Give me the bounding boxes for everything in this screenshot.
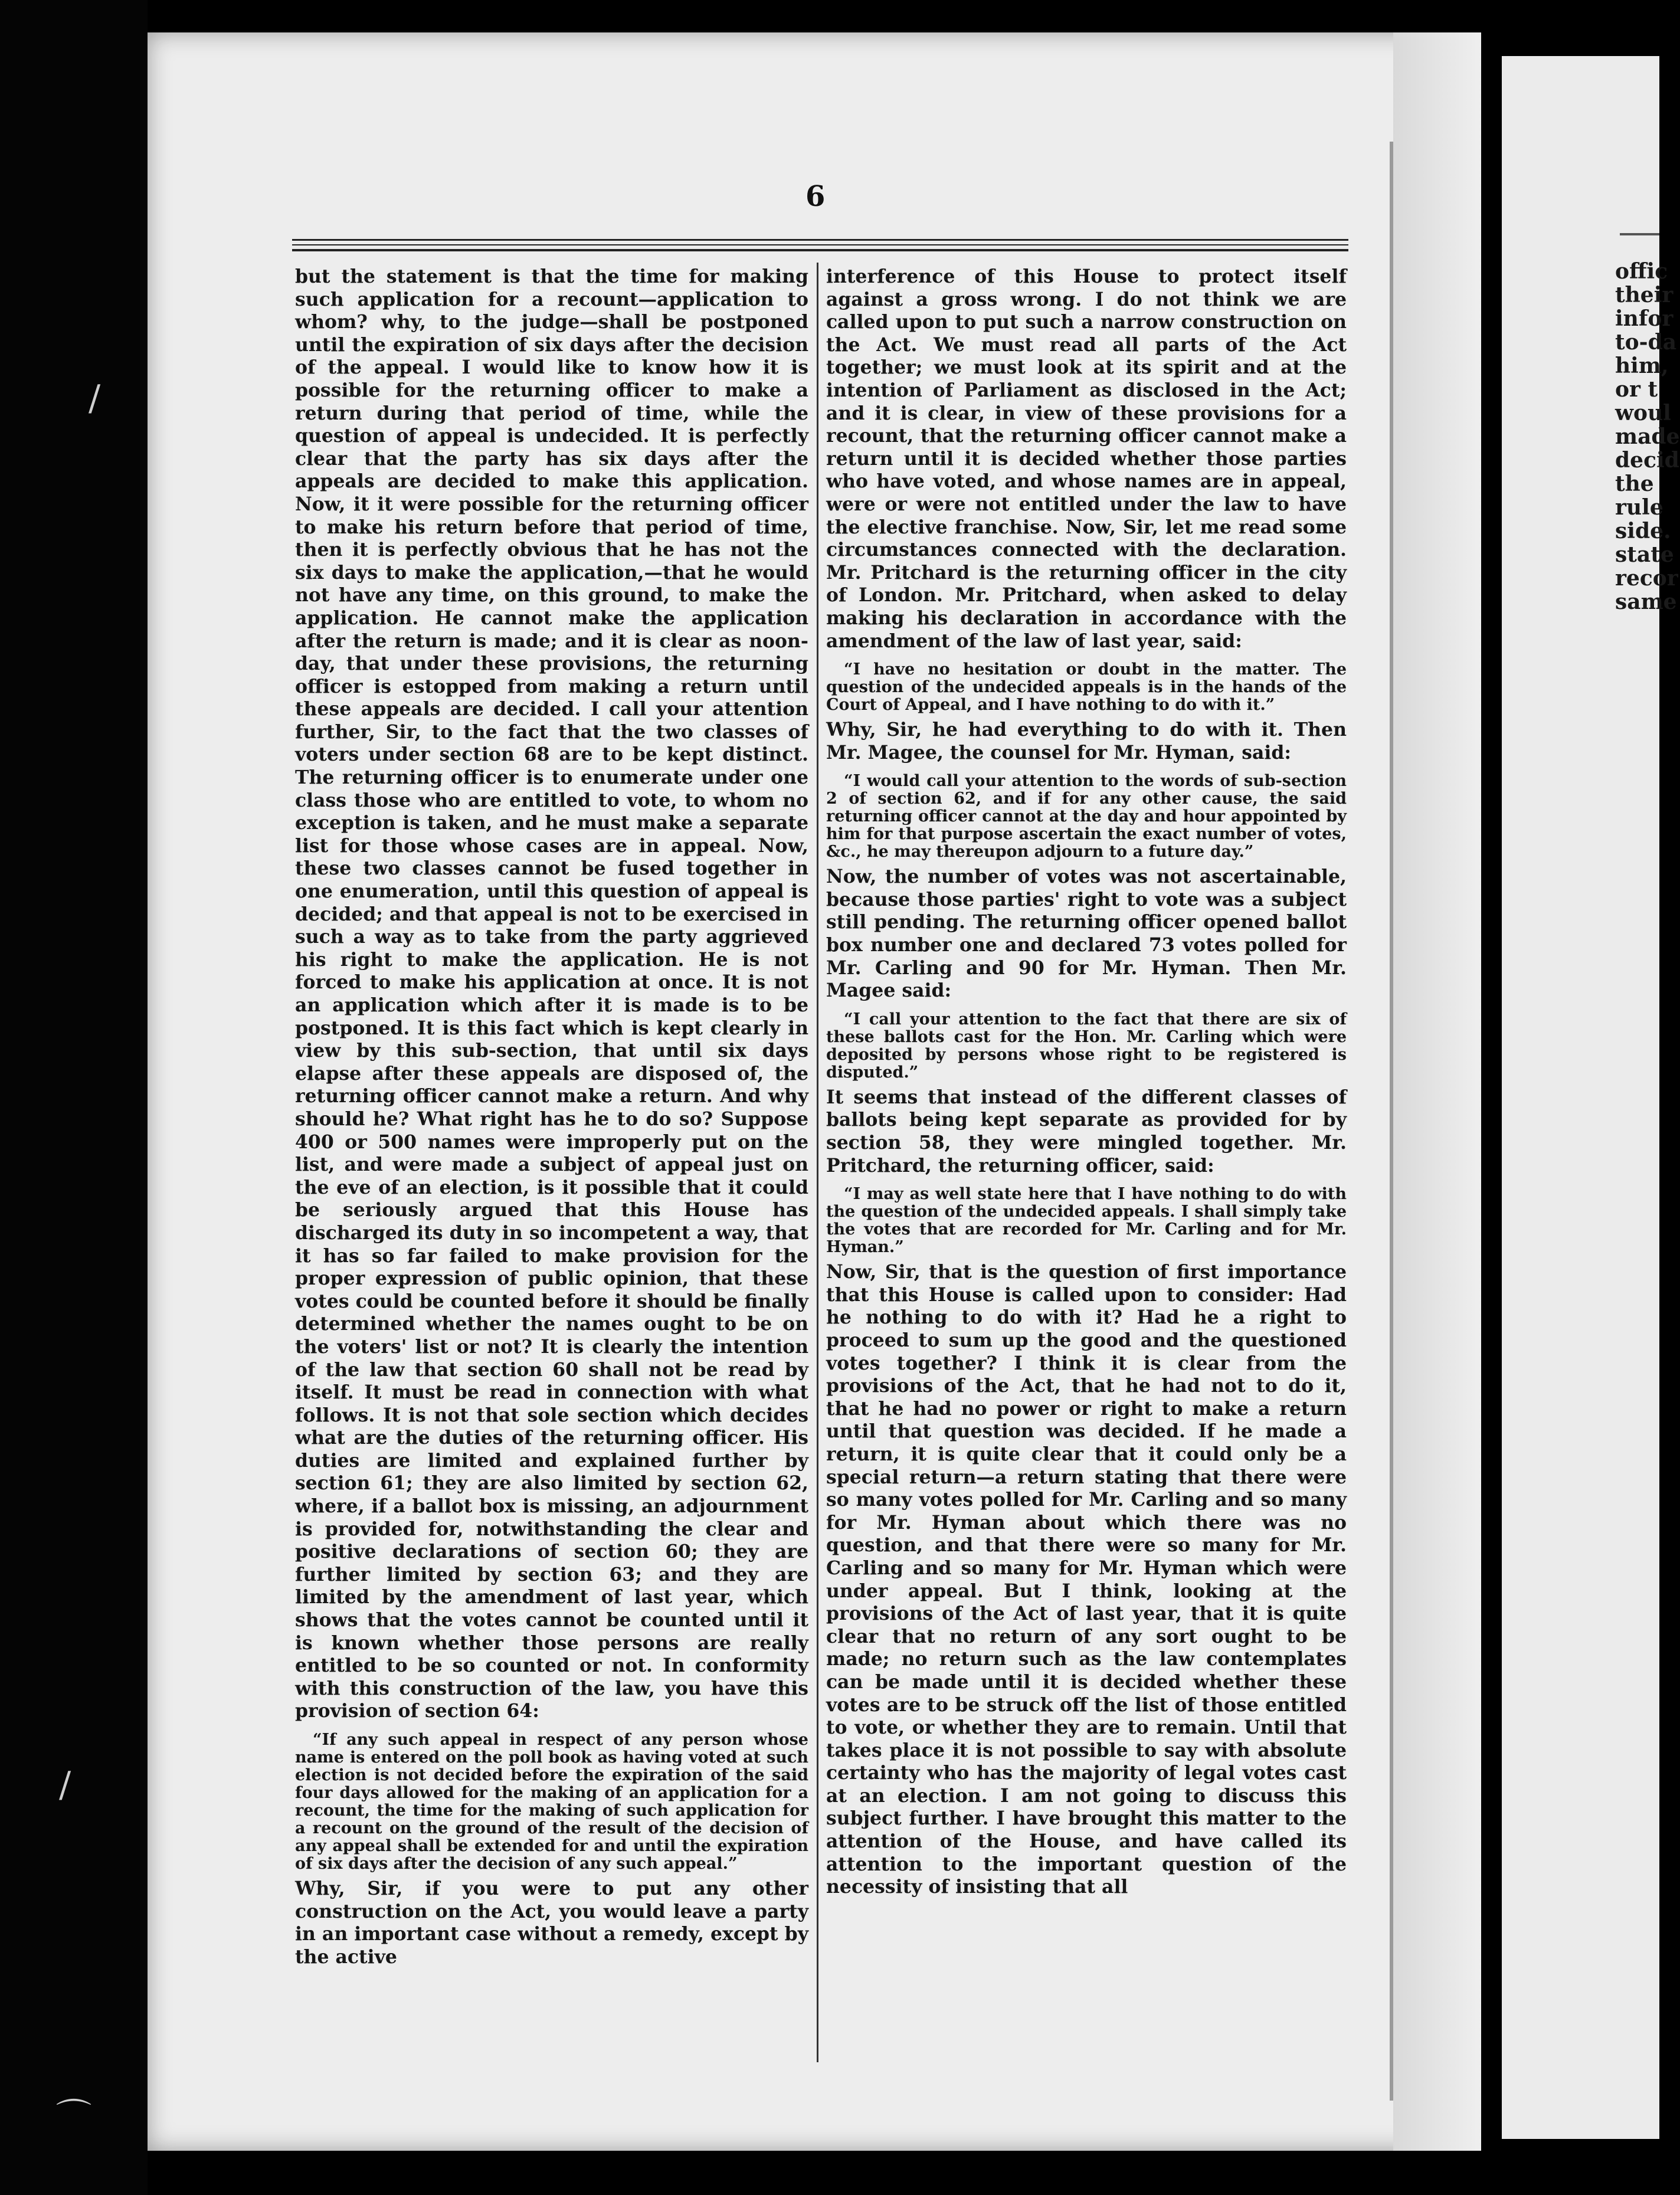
right-text-column [826, 266, 1347, 2077]
adjacent-page-fragment: woul [1615, 401, 1671, 425]
margin-mark: / [89, 378, 101, 419]
column-divider [817, 263, 818, 2062]
adjacent-page-fragment: decid [1615, 448, 1679, 473]
paragraph: Now, Sir, that is the question of first importance that this House is called upon to consider: Had he nothing to do with it? Had he a right to proceed to sum up the good and the questioned votes together? I think it is clear from the provisions of the Act, that he had not to do it, that he had no power or right to make a return until that question was decided. If he made a return, it is quite clear that it could only be a special return—a return stating that there were so many votes polled for Mr. Carling and so many for Mr. Hyman about which there was no question, and that there were so many for Mr. Carling and so many for Mr. Hyman which were under appeal. But I think, looking at the provisions of the Act of last year, that it is quite clear that no return of any sort ought to be made; no return such as the law contemplates can be made until it is decided whether these votes are to be struck off the list of those entitled to vote, or whether they are to remain. Until that takes place it is not possible to say with absolute certainty who has the majority of legal votes cast at an election. I am not going to discuss this subject further. I have brought this matter to the attention of the House, and have called its attention to the important question of the necessity of insisting that all [826, 1261, 1347, 1898]
block-quote: “I may as well state here that I have nothing to do with the question of the undecided appeals. I shall simply take the votes that are recorded for Mr. Carling and for Mr. Hyman.” [826, 1185, 1347, 1257]
paragraph: It seems that instead of the different classes of ballots being kept separate as provided for by section 58, they were mingled together. Mr. Pritchard, the returning officer, said: [826, 1086, 1347, 1177]
page-fold-shadow [1393, 32, 1481, 2151]
adjacent-page-fragment: same [1615, 589, 1677, 614]
adjacent-page-fragment: recor [1615, 566, 1678, 591]
left-text-column [295, 266, 808, 2077]
margin-mark: / [59, 1764, 71, 1806]
adjacent-page-fragment: or t [1615, 377, 1658, 402]
margin-mark: ⌒ [56, 2096, 91, 2138]
adjacent-page-fragment: the [1615, 471, 1654, 496]
block-quote: “I would call your attention to the words of sub-section 2 of section 62, and if for any other cause, the said returning officer cannot at the day and hour appointed by him for that purpose ascertain the exact number of votes, &c., he may thereupon adjourn to a future day.” [826, 772, 1347, 861]
paragraph: Why, Sir, if you were to put any other construction on the Act, you would leave a party in an important case without a remedy, except by the active [295, 1878, 808, 1968]
adjacent-page-fragment: made [1615, 424, 1680, 449]
adjacent-page-fragment: side. [1615, 519, 1671, 543]
adjacent-page-fragment: him, [1615, 353, 1669, 378]
paragraph: Why, Sir, he had everything to do with it. Then Mr. Magee, the counsel for Mr. Hyman, said: [826, 719, 1347, 764]
adjacent-page-fragment: rule [1615, 495, 1663, 520]
header-rule-middle [292, 244, 1348, 245]
page-fold-line [1390, 142, 1393, 2101]
adjacent-page-text [1615, 259, 1680, 614]
block-quote: “If any such appeal in respect of any person whose name is entered on the poll book as having voted at such election is not decided before the expiration of the said four days allowed for the making of an application for a recount, the time for the making of such application for a recount on the ground of the result of the decision of any appeal shall be extended for and until the expiration of six days after the decision of any such appeal.” [295, 1731, 808, 1873]
adjacent-page-fragment: state [1615, 542, 1674, 567]
paragraph: interference of this House to protect itself against a gross wrong. I do not think we are called upon to put such a narrow construction on the Act. We must read all parts of the Act together; we must look at its spirit and at the intention of Parliament as disclosed in the Act; and it is clear, in view of these provisions for a recount, that the returning officer cannot make a return until it is decided whether those parties who have voted, and whose names are in appeal, were or were not entitled under the law to have the elective franchise. Now, Sir, let me read some circumstances connected with the declaration. Mr. Pritchard is the returning officer in the city of London. Mr. Pritchard, when asked to delay making his declaration in accordance with the amendment of the law of last year, said: [826, 266, 1347, 652]
adjacent-page-rule [1620, 233, 1659, 235]
header-rule-bottom [292, 249, 1348, 251]
block-quote: “I call your attention to the fact that there are six of these ballots cast for the Hon. Mr. Carling which were deposited by persons whose right to be registered is disputed.” [826, 1010, 1347, 1082]
header-rule-top [292, 239, 1348, 241]
adjacent-page-fragment: their [1615, 283, 1674, 307]
adjacent-page-fragment: offic [1615, 259, 1668, 284]
adjacent-page-fragment: to-da [1615, 330, 1677, 355]
paragraph: but the statement is that the time for making such application for a recount—application to whom? why, to the judge—shall be postponed until the expiration of six days after the decision of the appeal. I would like to know how it is possible for the returning officer to make a return during that period of time, while the question of appeal is undecided. It is perfectly clear that the party has six days after the appeals are decided to make this application. Now, it it were possible for the returning officer to make his return before that period of time, then it is perfectly obvious that he has not the six days to make the application,—that he would not have any time, on this ground, to make the application. He cannot make the application after the return is made; and it is clear as noon-day, that under these provisions, the returning officer is estopped from making a return until these appeals are decided. I call your attention further, Sir, to the fact that the two classes of voters under section 68 are to be kept distinct. The returning officer is to enumerate under one class those who are entitled to vote, to whom no exception is taken, and he must make a separate list for those whose cases are in appeal. Now, these two classes cannot be fused together in one enumeration, until this question of appeal is decided; and that appeal is not to be exercised in such a way as to take from the party aggrieved his right to make the application. He is not forced to make his application at once. It is not an application which after it is made is to be postponed. It is this fact which is kept clearly in view by this sub-section, that until six days elapse after these appeals are disposed of, the returning officer cannot make a return. And why should he? What right has he to do so? Suppose 400 or 500 names were improperly put on the list, and were made a subject of appeal just on the eve of an election, is it possible that it could be seriously argued that this House has discharged its duty in so incompetent a way, that it has so far failed to make provision for the proper expression of public opinion, that these votes could be counted before it should be finally determined whether the names ought to be on the voters' list or not? It is clearly the intention of the law that section 60 shall not be read by itself. It must be read in connection with what follows. It is not that sole section which decides what are the duties of the returning officer. His duties are limited and explained further by section 61; they are also limited by section 62, where, if a ballot box is missing, an adjournment is provided for, notwithstanding the clear and positive declarations of section 60; they are further limited by section 63; and they are limited by the amendment of last year, which shows that the votes cannot be counted until it is known whether those persons are really entitled to be so counted or not. In conformity with this construction of the law, you have this provision of section 64: [295, 266, 808, 1722]
page-number: 6 [805, 180, 826, 213]
adjacent-page-fragment: infor [1615, 306, 1674, 331]
scan-background [0, 0, 148, 2195]
paragraph: Now, the number of votes was not ascertainable, because those parties' right to vote was a subject still pending. The returning officer opened ballot box number one and declared 73 votes polled for Mr. Carling and 90 for Mr. Hyman. Then Mr. Magee said: [826, 866, 1347, 1002]
block-quote: “I have no hesitation or doubt in the matter. The question of the undecided appeals is in the hands of the Court of Appeal, and I have nothing to do with it.” [826, 660, 1347, 715]
